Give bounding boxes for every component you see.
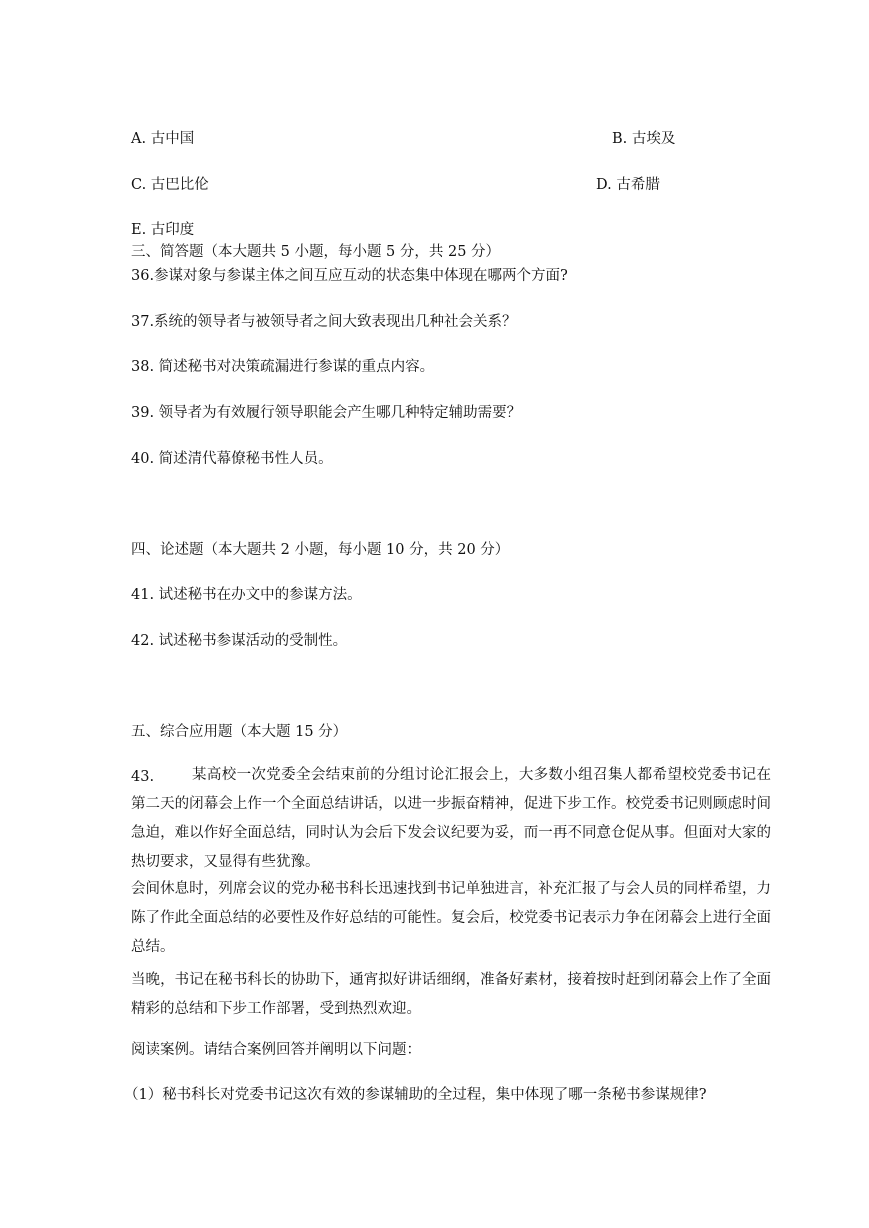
question-43-paragraph-3: 当晚，书记在秘书科长的协助下，通宵拟好讲话细纲，准备好素材，接着按时赶到闭幕会上作了全面精彩的总结和下步工作部署，受到热烈欢迎。 xyxy=(131,972,771,1017)
question-42: 42. 试述秘书参谋活动的受制性。 xyxy=(131,633,348,649)
question-43-instruction: 阅读案例。请结合案例回答并阐明以下问题： xyxy=(131,1042,421,1058)
question-38: 38. 简述秘书对决策疏漏进行参谋的重点内容。 xyxy=(131,359,435,375)
question-36: 36.参谋对象与参谋主体之间互应互动的状态集中体现在哪两个方面? xyxy=(131,268,568,284)
option-a: A. 古中国 xyxy=(131,131,195,147)
question-43-sub-question-1: （1）秘书科长对党委书记这次有效的参谋辅助的全过程，集中体现了哪一条秘书参谋规律? xyxy=(124,1087,707,1103)
question-37: 37.系统的领导者与被领导者之间大致表现出几种社会关系？ xyxy=(131,314,517,330)
question-40: 40. 简述清代幕僚秘书性人员。 xyxy=(131,451,333,467)
option-c: C. 古巴比伦 xyxy=(131,177,209,193)
question-41: 41. 试述秘书在办文中的参谋方法。 xyxy=(131,587,362,603)
question-43-paragraph-2: 会间休息时，列席会议的党办秘书科长迅速找到书记单独进言，补充汇报了与会人员的同样希望，力陈了作此全面总结的必要性及作好总结的可能性。复会后，校党委书记表示力争在闭幕会上进行全面总结。 xyxy=(131,881,771,955)
option-e: E. 古印度 xyxy=(131,222,195,238)
question-43-paragraph-1: 某高校一次党委全会结束前的分组讨论汇报会上，大多数小组召集人都希望校党委书记在第二天的闭幕会上作一个全面总结讲话，以进一步振奋精神，促进下步工作。校党委书记则顾虑时间急迫，难以作好全面总结，同时认为会后下发会议纪要为妥，而一再不同意仓促从事。但面对大家的热切要求，又显得有些犹豫。 xyxy=(131,767,771,870)
question-39: 39. 领导者为有效履行领导职能会产生哪几种特定辅助需要？ xyxy=(131,405,522,421)
option-b: B. 古埃及 xyxy=(612,131,676,147)
question-43-number: 43. xyxy=(131,769,155,785)
option-d: D. 古希腊 xyxy=(596,177,660,193)
section-3-heading: 三、简答题（本大题共 5 小题，每小题 5 分，共 25 分） xyxy=(131,244,501,260)
section-4-heading: 四、论述题（本大题共 2 小题，每小题 10 分，共 20 分） xyxy=(131,542,510,558)
section-5-heading: 五、综合应用题（本大题 15 分） xyxy=(131,724,348,740)
